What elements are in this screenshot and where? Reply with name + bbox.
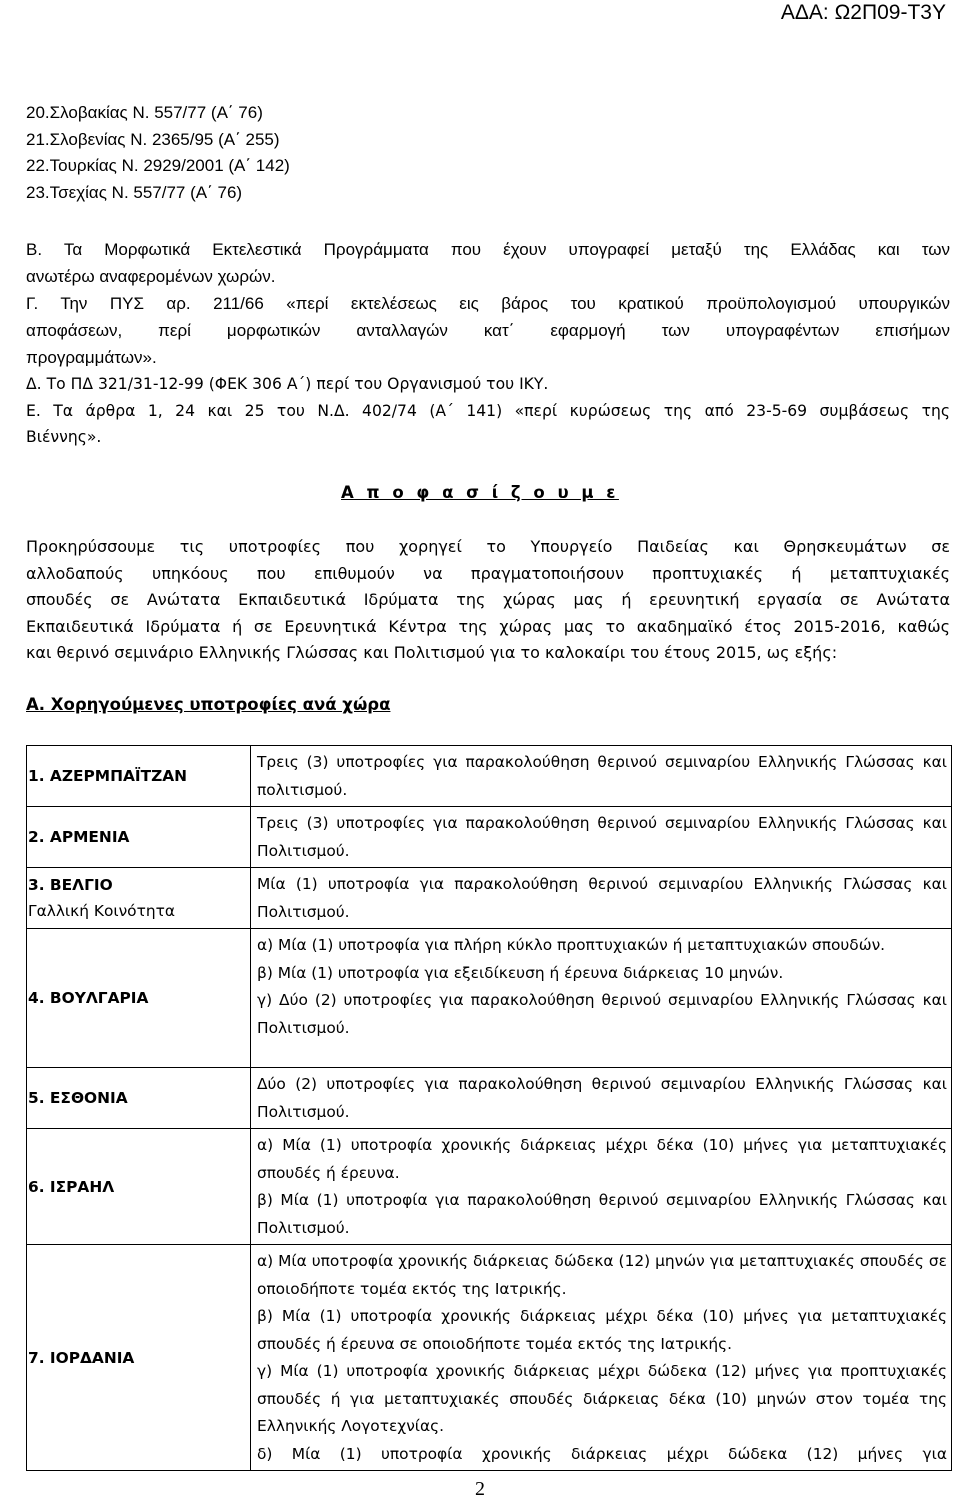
section-a-title: Α. Χορηγούμενες υποτροφίες ανά χώρα xyxy=(26,695,391,714)
table-row xyxy=(27,1068,952,1129)
country-name: 4. ΒΟΥΛΓΑΡΙΑ xyxy=(28,989,149,1007)
grant-line: Τρεις (3) υποτροφίες για παρακολούθηση θερινού σεμιναρίου Ελληνικής Γλώσσας και Πολιτισμού. xyxy=(257,814,947,860)
grant-cell xyxy=(251,807,952,868)
grant-line: α) Μία (1) υποτροφία για πλήρη κύκλο προπτυχιακών ή μεταπτυχιακών σπουδών. xyxy=(257,936,886,954)
grant-cell xyxy=(251,1068,952,1129)
intro-paragraph xyxy=(26,534,950,667)
item-b-line: ανωτέρω αναφερομένων χωρών. xyxy=(26,267,276,286)
grant-line: γ) Δύο (2) υποτροφίες για παρακολούθηση θερινού σεμιναρίου Ελληνικής Γλώσσας και Πολιτισμού. xyxy=(257,991,947,1037)
country-name: 6. ΙΣΡΑΗΛ xyxy=(28,1177,115,1196)
page-number: 2 xyxy=(475,1478,485,1500)
item-g-line: Γ. Την ΠΥΣ αρ. 211/66 «περί εκτελέσεως εις βάρος του κρατικού προϋπολογισμού υπουργικών xyxy=(26,294,950,313)
item-g-line: αποφάσεων, περί μορφωτικών ανταλλαγών κατ΄ εφαρμογή των υπογραφέντων επισήμων xyxy=(26,321,950,340)
grant-cell xyxy=(251,868,952,929)
grant-cell xyxy=(251,1129,952,1245)
ada-code: ΑΔΑ: Ω2Π09-Τ3Υ xyxy=(780,1,946,24)
country-name: 3. ΒΕΛΓΙΟ xyxy=(28,876,113,894)
item-e-line: Βιέννης». xyxy=(26,428,102,446)
grant-line: δ) Μία (1) υποτροφία χρονικής διάρκειας μέχρι δώδεκα (12) μήνες για xyxy=(257,1444,947,1463)
country-cell xyxy=(27,1245,251,1471)
grants-table xyxy=(26,745,952,1471)
country-cell xyxy=(27,746,251,807)
grant-cell xyxy=(251,746,952,807)
item-e xyxy=(26,398,950,450)
table-row xyxy=(27,746,952,807)
table-row xyxy=(27,929,952,1068)
grant-line: α) Μία (1) υποτροφία χρονικής διάρκειας μέχρι δέκα (10) μήνες για μεταπτυχιακές σπουδές ή έρευνα. xyxy=(257,1136,947,1182)
country-cell xyxy=(27,868,251,929)
intro-line: Εκπαιδευτικά Ιδρύματα ή σε Ερευνητικά Κέντρα της χώρας μας το ακαδημαϊκό έτος 2015-2016, καθώς xyxy=(26,616,950,636)
intro-line: σπουδές σε Ανώτατα Εκπαιδευτικά Ιδρύματα της χώρας μας ή ερευνητική εργασία σε Ανώτατα xyxy=(26,590,950,609)
grant-line: Δύο (2) υποτροφίες για παρακολούθηση θερινού σεμιναρίου Ελληνικής Γλώσσας και Πολιτισμού. xyxy=(257,1075,947,1121)
intro-line: και θερινό σεμινάριο Ελληνικής Γλώσσας και Πολιτισμού για το καλοκαίρι του έτους 2015, ως εξής: xyxy=(26,643,838,662)
country-name: 7. ΙΟΡΔΑΝΙΑ xyxy=(28,1348,135,1367)
grant-line: α) Μία υποτροφία χρονικής διάρκειας δώδεκα (12) μηνών για μεταπτυχιακές σπουδές σε οποιοδήποτε τομέα εκτός της Ιατρικής. xyxy=(257,1252,947,1298)
list-item: 20.Σλοβακίας Ν. 557/77 (Α΄ 76) xyxy=(26,103,263,122)
country-cell xyxy=(27,1129,251,1245)
country-name: 1. ΑΖΕΡΜΠΑΪΤΖΑΝ xyxy=(28,767,188,785)
country-cell xyxy=(27,807,251,868)
country-name: 2. ΑΡΜΕΝΙΑ xyxy=(28,828,130,846)
table-row xyxy=(27,1245,952,1471)
grant-cell xyxy=(251,1245,952,1471)
grant-line: γ) Μία (1) υποτροφία χρονικής διάρκειας μέχρι δώδεκα (12) μήνες για προπτυχιακές σπουδές ή για μεταπτυχιακές σπουδές διάρκειας δέκα (10) μηνών στον τομέα της Ελληνικής Λογοτεχνίας. xyxy=(257,1362,947,1435)
item-g-line: προγραμμάτων». xyxy=(26,348,157,367)
country-cell xyxy=(27,929,251,1068)
intro-line: Προκηρύσσουμε τις υποτροφίες που χορηγεί το Υπουργείο Παιδείας και Θρησκευμάτων σε xyxy=(26,537,950,556)
table-row xyxy=(27,807,952,868)
item-d-line: Δ. Το ΠΔ 321/31-12-99 (ΦΕΚ 306 Α΄) περί του Οργανισμού του ΙΚΥ. xyxy=(26,375,549,393)
grant-line: β) Μία (1) υποτροφία για εξειδίκευση ή έρευνα διάρκειας 10 μηνών. xyxy=(257,963,784,982)
table-row xyxy=(27,1129,952,1245)
item-b-line: Β. Τα Μορφωτικά Εκτελεστικά Προγράμματα που έχουν υπογραφεί μεταξύ της Ελλάδας και των xyxy=(26,240,950,259)
item-b xyxy=(26,236,950,290)
grant-line: Τρεις (3) υποτροφίες για παρακολούθηση θερινού σεμιναρίου Ελληνικής Γλώσσας και πολιτισμού. xyxy=(257,753,947,799)
list-item: 21.Σλοβενίας Ν. 2365/95 (Α΄ 255) xyxy=(26,129,280,149)
grant-line: β) Μία (1) υποτροφία χρονικής διάρκειας μέχρι δέκα (10) μήνες για μεταπτυχιακές σπουδές ή έρευνα σε οποιοδήποτε τομέα εκτός της Ιατρικής. xyxy=(257,1307,947,1353)
grant-cell xyxy=(251,929,952,1068)
grant-line: β) Μία (1) υποτροφία για παρακολούθηση θερινού σεμιναρίου Ελληνικής Γλώσσας και Πολιτισμού. xyxy=(257,1191,947,1237)
table-row xyxy=(27,868,952,929)
country-subtitle: Γαλλική Κοινότητα xyxy=(28,902,176,920)
item-g xyxy=(26,290,950,371)
country-cell xyxy=(27,1068,251,1129)
intro-line: αλλοδαπούς υπηκόους που επιθυμούν να πραγματοποιήσουν προπτυχιακές ή μεταπτυχιακές xyxy=(26,563,950,583)
list-item: 23.Τσεχίας Ν. 557/77 (Α΄ 76) xyxy=(26,182,243,202)
item-d xyxy=(26,371,950,398)
list-item: 22.Τουρκίας Ν. 2929/2001 (Α΄ 142) xyxy=(26,156,290,175)
countries-list xyxy=(26,100,950,206)
decision-title: Α π ο φ α σ ί ζ ο υ μ ε xyxy=(341,483,619,502)
country-name: 5. ΕΣΘΟΝΙΑ xyxy=(28,1089,128,1107)
grant-line: Μία (1) υποτροφία για παρακολούθηση θερινού σεμιναρίου Ελληνικής Γλώσσας και Πολιτισμού. xyxy=(257,875,947,921)
item-e-line: Ε. Τα άρθρα 1, 24 και 25 του Ν.Δ. 402/74 (Α΄ 141) «περί κυρώσεως της από 23-5-69 συμβάσεως της xyxy=(26,402,950,420)
